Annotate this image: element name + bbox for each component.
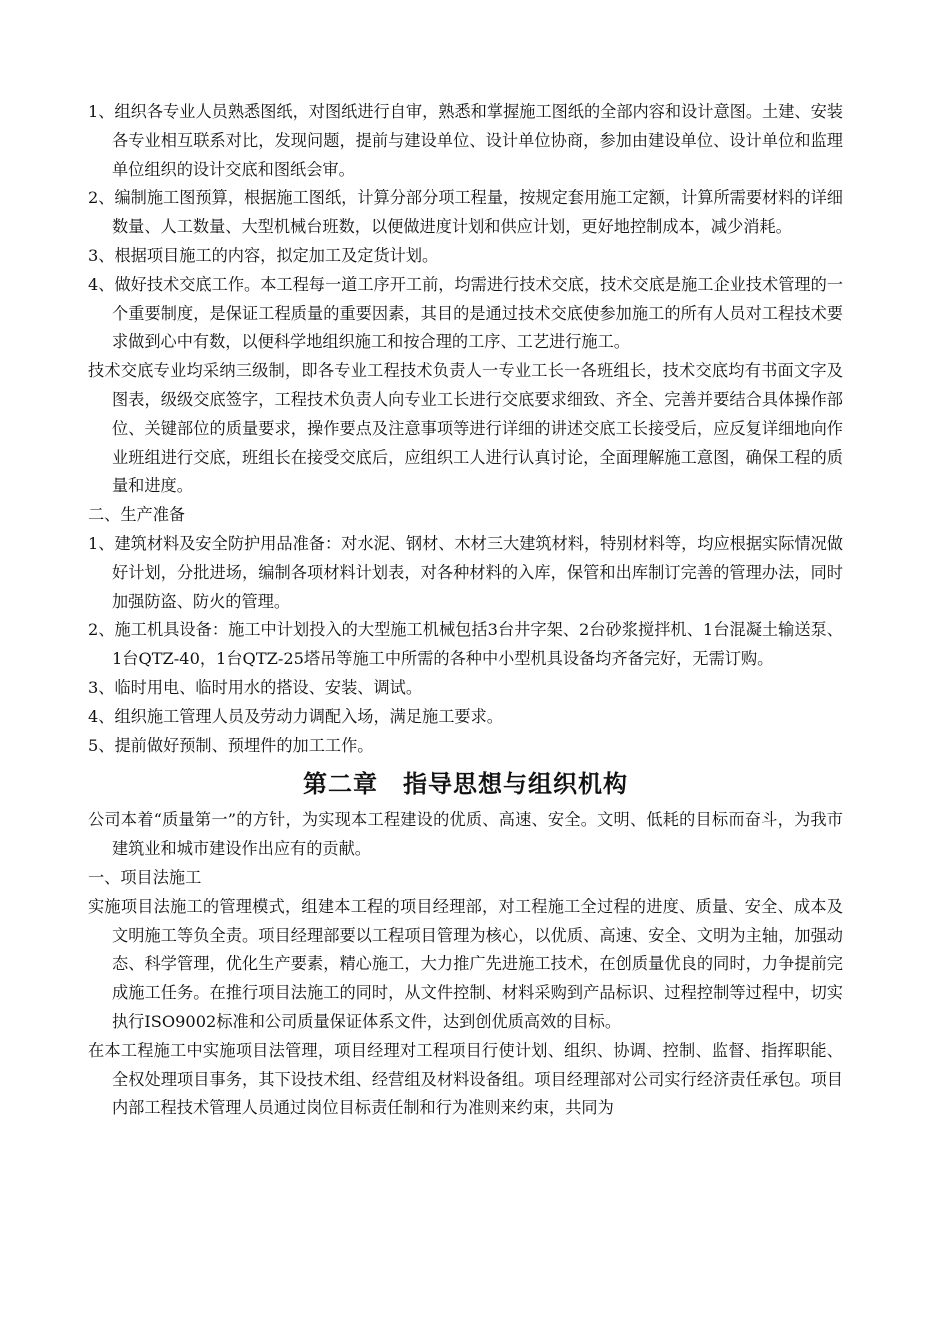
tech-prep-item-1: 1、组织各专业人员熟悉图纸，对图纸进行自审，熟悉和掌握施工图纸的全部内容和设计意图。土建、安装各专业相互联系对比，发现问题，提前与建设单位、设计单位协商，参加由建设单位、设计单位和监理单位组织的设计交底和图纸会审。 [88,102,843,179]
production-item-2: 2、施工机具设备：施工中计划投入的大型施工机械包括3台井字架、2台砂浆搅拌机、1台混凝土输送泵、1台QTZ-40，1台QTZ-25塔吊等施工中所需的各种中小型机具设备均齐备完好，无需订购。 [88,620,843,669]
project-method-paragraph-1: 实施项目法施工的管理模式，组建本工程的项目经理部，对工程施工全过程的进度、质量、安全、成本及文明施工等负全责。项目经理部要以工程项目管理为核心，以优质、高速、安全、文明为主轴，加强动态、科学管理，优化生产要素，精心施工，大力推广先进施工技术，在创质量优良的同时，力争提前完成施工任务。在推行项目法施工的同时，从文件控制、材料采购到产品标识、过程控制等过程中，切实执行ISO9002标准和公司质量保证体系文件，达到创优质高效的目标。 [88,896,843,1031]
project-method-title: 一、项目法施工 [88,867,202,887]
chapter-intro: 公司本着“质量第一”的方针，为实现本工程建设的优质、高速、安全。文明、低耗的目标而奋斗，为我市建筑业和城市建设作出应有的贡献。 [88,810,843,859]
tech-prep-item-2: 2、编制施工图预算，根据施工图纸，计算分部分项工程量，按规定套用施工定额，计算所需要材料的详细数量、人工数量、大型机械台班数，以便做进度计划和供应计划，更好地控制成本，减少消耗。 [88,188,843,237]
tech-prep-item-4: 4、做好技术交底工作。本工程每一道工序开工前，均需进行技术交底，技术交底是施工企业技术管理的一个重要制度，是保证工程质量的重要因素，其目的是通过技术交底使参加施工的所有人员对工程技术要求做到心中有数，以便科学地组织施工和按合理的工序、工艺进行施工。 [88,274,843,352]
production-item-5: 5、提前做好预制、预埋件的加工工作。 [88,735,374,755]
document-page [88,98,843,1123]
production-item-4: 4、组织施工管理人员及劳动力调配入场，满足施工要求。 [88,706,503,726]
chapter-title: 第二章 指导思想与组织机构 [303,769,628,799]
production-item-1: 1、建筑材料及安全防护用品准备：对水泥、钢材、木材三大建筑材料，特别材料等，均应根据实际情况做好计划，分批进场，编制各项材料计划表，对各种材料的入库，保管和出库制订完善的管理办法，同时加强防盗、防火的管理。 [88,533,843,611]
tech-prep-item-3: 3、根据项目施工的内容，拟定加工及定货计划。 [88,245,439,265]
production-prep-title: 二、生产准备 [88,505,186,525]
project-method-paragraph-2: 在本工程施工中实施项目法管理，项目经理对工程项目行使计划、组织、协调、控制、监督、指挥职能、全权处理项目事务，其下设技术组、经营组及材料设备组。项目经理部对公司实行经济责任承包。项目内部工程技术管理人员通过岗位目标责任制和行为准则来约束，共同为 [88,1040,843,1118]
production-item-3: 3、临时用电、临时用水的搭设、安装、调试。 [88,677,423,697]
tech-disclosure-paragraph: 技术交底专业均采纳三级制，即各专业工程技术负责人一专业工长一各班组长，技术交底均有书面文字及图表，级级交底签字，工程技术负责人向专业工长进行交底要求细致、齐全、完善并要结合具体操作部位、关键部位的质量要求，操作要点及注意事项等进行详细的讲述交底工长接受后，应反复详细地向作业班组进行交底，班组长在接受交底后，应组织工人进行认真讨论，全面理解施工意图，确保工程的质量和进度。 [88,361,843,496]
